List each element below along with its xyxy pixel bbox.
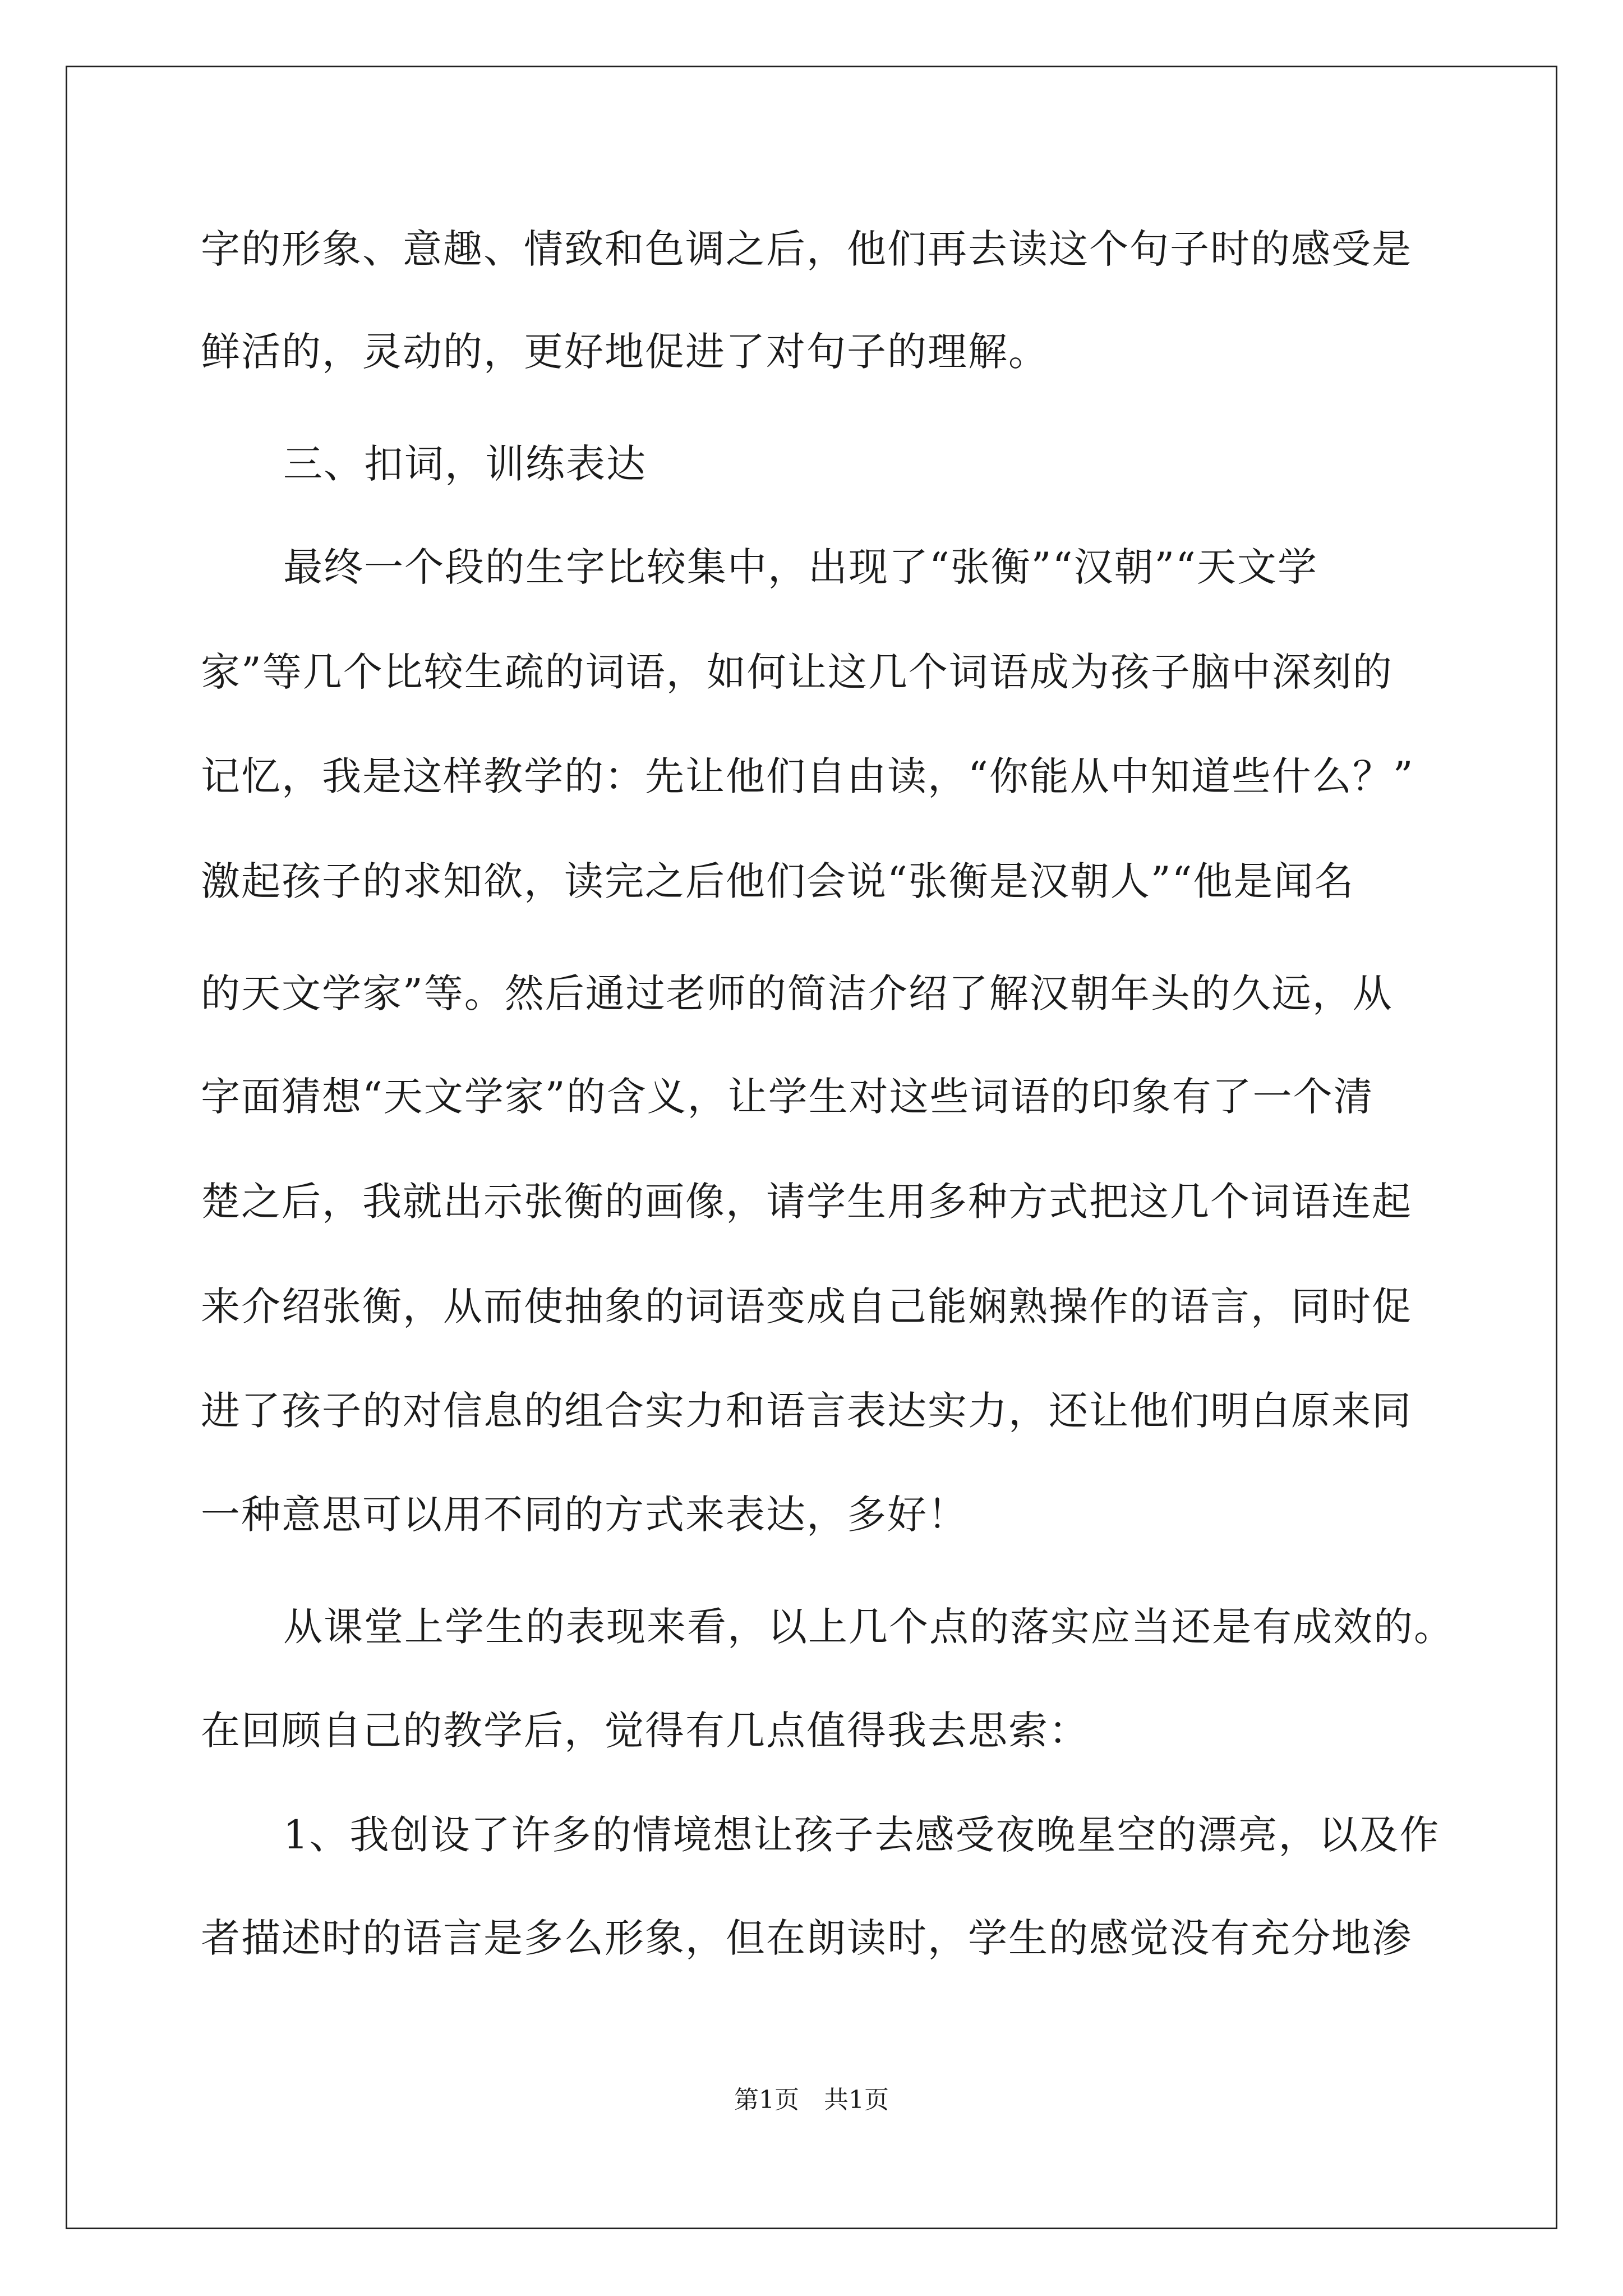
page-number-footer: 第1页 共1页 bbox=[734, 2086, 889, 2114]
page-border bbox=[66, 66, 1557, 2229]
section-heading: 三、扣词，训练表达 bbox=[283, 441, 647, 487]
paragraph-line: 进了孩子的对信息的组合实力和语言表达实力，还让他们明白原来同 bbox=[201, 1388, 1412, 1434]
paragraph-line: 家”等几个比较生疏的词语，如何让这几个词语成为孩子脑中深刻的 bbox=[201, 649, 1393, 695]
paragraph-line: 在回顾自己的教学后，觉得有几点值得我去思索： bbox=[201, 1708, 1089, 1754]
paragraph-line: 者描述时的语言是多么形象，但在朗读时，学生的感觉没有充分地渗 bbox=[201, 1915, 1412, 1961]
paragraph-line: 楚之后，我就出示张衡的画像，请学生用多种方式把这几个词语连起 bbox=[201, 1179, 1412, 1225]
paragraph-line: 最终一个段的生字比较集中，出现了“张衡”“汉朝”“天文学 bbox=[283, 544, 1318, 590]
paragraph-line: 来介绍张衡，从而使抽象的词语变成自己能娴熟操作的语言，同时促 bbox=[201, 1283, 1412, 1329]
paragraph-line: 从课堂上学生的表现来看，以上几个点的落实应当还是有成效的。 bbox=[283, 1604, 1454, 1650]
paragraph-line: 一种意思可以用不同的方式来表达，多好！ bbox=[201, 1492, 968, 1538]
paragraph-line: 的天文学家”等。然后通过老师的简洁介绍了解汉朝年头的久远，从 bbox=[201, 970, 1393, 1016]
paragraph-line: 字面猜想“天文学家”的含义，让学生对这些词语的印象有了一个清 bbox=[201, 1074, 1374, 1120]
paragraph-line: 记忆，我是这样教学的：先让他们自由读，“你能从中知道些什么？” bbox=[201, 753, 1414, 799]
paragraph-line: 激起孩子的求知欲，读完之后他们会说“张衡是汉朝人”“他是闻名 bbox=[201, 858, 1355, 904]
paragraph-line: 鲜活的，灵动的，更好地促进了对句子的理解。 bbox=[201, 329, 1049, 375]
paragraph-line: 字的形象、意趣、情致和色调之后，他们再去读这个句子时的感受是 bbox=[201, 226, 1412, 272]
paragraph-line: 1、我创设了许多的情境想让孩子去感受夜晚星空的漂亮，以及作 bbox=[283, 1812, 1440, 1858]
